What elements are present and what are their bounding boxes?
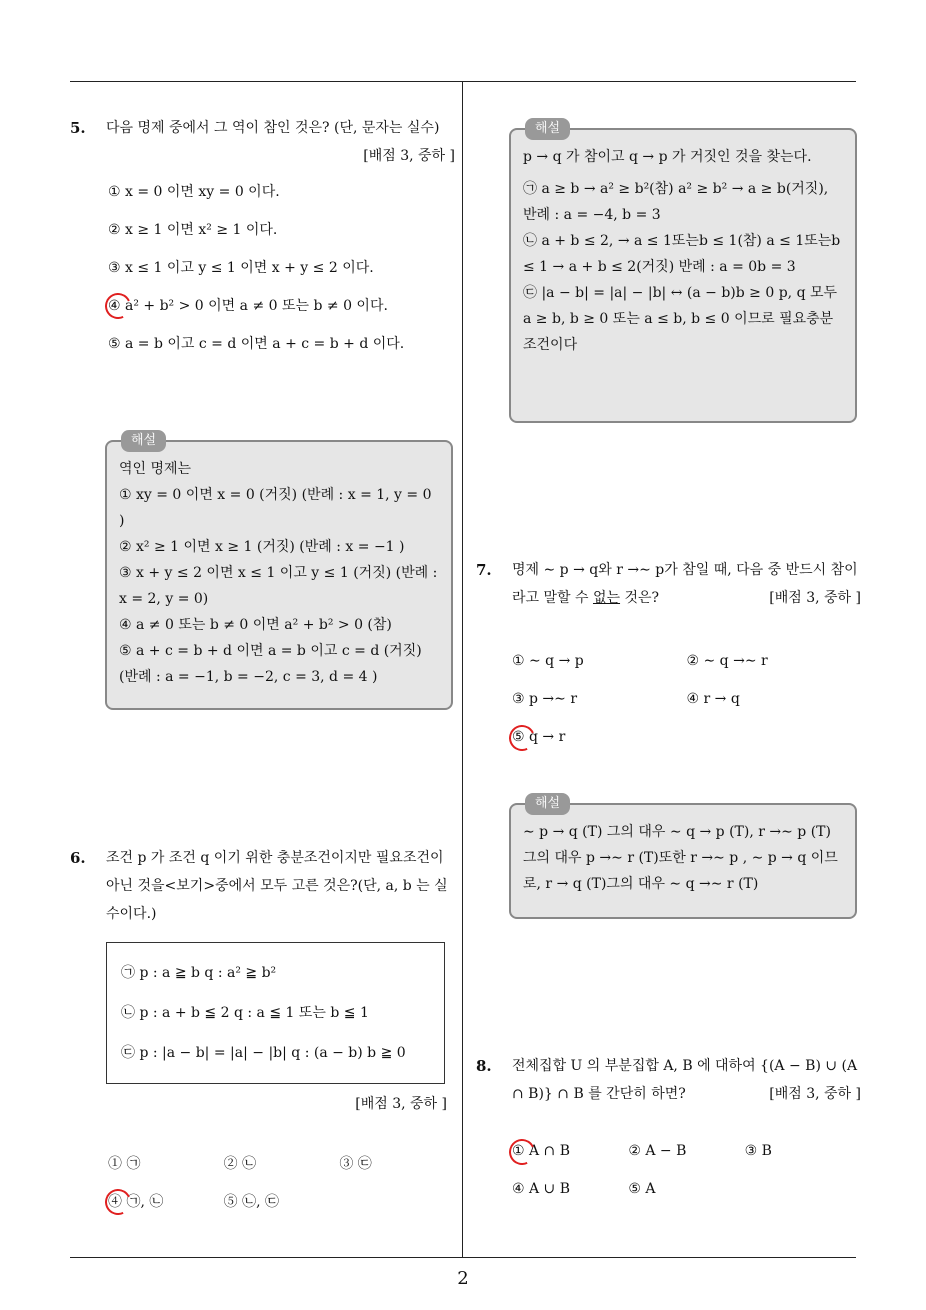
question-text: 조건 p 가 조건 q 이기 위한 충분조건이지만 필요조건이 아닌 것을<보기>중에서 모두 고른 것은?(단, a, b 는 실수이다.) <box>106 850 448 922</box>
solution-line: ② x² ≥ 1 이면 x ≥ 1 (거짓) (반례 : x = −1 ) <box>119 539 405 555</box>
example-box <box>106 942 445 1084</box>
solution-line: ③ x + y ≤ 2 이면 x ≤ 1 이고 y ≤ 1 (거짓) (반례 : x = 2, y = 0) <box>119 565 438 607</box>
question-number: 8. <box>476 1057 492 1075</box>
question-8 <box>476 1052 861 1208</box>
question-text: 전체집합 U 의 부분집합 A, B 에 대하여 {(A − B) ∪ (A ∩ B)} ∩ B 를 간단히 하면? <box>512 1058 858 1102</box>
choice-2[interactable]: ② x ≥ 1 이면 x² ≥ 1 이다. <box>108 222 278 238</box>
choice-2[interactable]: ② A − B <box>628 1143 687 1159</box>
question-text: 명제 ∼ p → q와 r →∼ p가 참일 때, 다음 중 반드시 참이라고 말할 수 <box>512 562 858 606</box>
choice-4[interactable] <box>108 286 455 324</box>
choice-5[interactable] <box>512 718 687 756</box>
example-item: ㉢ p : |a − b| = |a| − |b| q : (a − b) b ≧ 0 <box>121 1045 406 1061</box>
points-label: [배점 3, 중하 ] <box>355 1096 447 1112</box>
example-item: ㉡ p : a + b ≦ 2 q : a ≦ 1 또는 b ≦ 1 <box>121 1005 369 1021</box>
solution-line: ㉡ a + b ≤ 2, → a ≤ 1또는b ≤ 1(참) a ≤ 1또는b ≤ 1 → a + b ≤ 2(거짓) 반례 : a = 0b = 3 <box>523 233 841 275</box>
solution-line: ④ a ≠ 0 또는 b ≠ 0 이면 a² + b² > 0 (참) <box>119 617 392 633</box>
choice-3[interactable]: ③ B <box>744 1143 772 1159</box>
solution-tag: 해설 <box>121 430 166 452</box>
choice-3[interactable]: ③ x ≤ 1 이고 y ≤ 1 이면 x + y ≤ 2 이다. <box>108 260 374 276</box>
solution-text: ∼ p → q (T) 그의 대우 ∼ q → p (T), r →∼ p (T) 그의 대우 p →∼ r (T)또한 r →∼ p , ∼ p → q 이므로, r → q (T)그의 대우 ∼ q →∼ r (T) <box>523 824 838 892</box>
choice-1[interactable]: ① ㉠ <box>108 1156 141 1172</box>
choice-2[interactable]: ② ㉡ <box>223 1156 257 1172</box>
question-5 <box>70 114 455 362</box>
answer-mark-icon <box>505 721 538 754</box>
question-text-underlined: 없는 <box>592 590 621 606</box>
choice-4[interactable]: ④ r → q <box>686 691 740 707</box>
question-7 <box>476 556 861 756</box>
solution-line: ㉢ |a − b| = |a| − |b| ↔ (a − b)b ≥ 0 p, q 모두 a ≥ b, b ≥ 0 또는 a ≤ b, b ≤ 0 이므로 필요충분조건이다 <box>523 285 838 353</box>
choice-3[interactable]: ③ p →∼ r <box>512 691 578 707</box>
choice-3[interactable]: ③ ㉢ <box>339 1156 372 1172</box>
question-number: 6. <box>70 849 86 867</box>
choice-4-label: ④ a² + b² > 0 이면 a ≠ 0 또는 b ≠ 0 이다. <box>108 298 388 314</box>
choice-1[interactable] <box>512 1132 628 1170</box>
solution-line: ① xy = 0 이면 x = 0 (거짓) (반례 : x = 1, y = 0 ) <box>119 487 432 529</box>
choice-4[interactable] <box>108 1182 224 1220</box>
top-rule <box>70 81 856 82</box>
solution-line: ⑤ a + c = b + d 이면 a = b 이고 c = d (거짓) (반례 : a = −1, b = −2, c = 3, d = 4 ) <box>119 643 422 685</box>
choice-5[interactable]: ⑤ A <box>628 1181 656 1197</box>
question-6 <box>70 844 455 1220</box>
solution-box-6 <box>509 121 857 423</box>
choice-5[interactable]: ⑤ ㉡, ㉢ <box>223 1194 280 1210</box>
choice-1[interactable]: ① ∼ q → p <box>512 653 584 669</box>
question-number: 7. <box>476 561 492 579</box>
solution-line: p → q 가 참이고 q → p 가 거짓인 것을 찾는다. <box>523 149 812 165</box>
points-label: [배점 3, 중하 ] <box>769 590 861 606</box>
choice-1-label: ① A ∩ B <box>512 1143 571 1159</box>
choice-4-label: ④ ㉠, ㉡ <box>108 1194 164 1210</box>
question-number: 5. <box>70 119 86 137</box>
example-item: ㉠ p : a ≧ b q : a² ≧ b² <box>121 965 277 981</box>
choice-1[interactable]: ① x = 0 이면 xy = 0 이다. <box>108 184 280 200</box>
choice-4[interactable]: ④ A ∪ B <box>512 1181 571 1197</box>
choice-2[interactable]: ② ∼ q →∼ r <box>686 653 768 669</box>
points-label: [배점 3, 중하 ] <box>769 1086 861 1102</box>
answer-mark-icon <box>505 1135 538 1168</box>
choice-5-label: ⑤ q → r <box>512 729 566 745</box>
solution-line: 역인 명제는 <box>119 461 192 477</box>
question-text: 다음 명제 중에서 그 역이 참인 것은? (단, 문자는 실수) <box>106 120 440 136</box>
question-text-end: 것은? <box>620 590 660 606</box>
page-number: 2 <box>457 1268 469 1289</box>
solution-box-7 <box>509 796 857 919</box>
bottom-rule <box>70 1257 856 1258</box>
choice-5[interactable]: ⑤ a = b 이고 c = d 이면 a + c = b + d 이다. <box>108 336 405 352</box>
solution-line: ㉠ a ≥ b → a² ≥ b²(참) a² ≥ b² → a ≥ b(거짓), 반례 : a = −4, b = 3 <box>523 181 829 223</box>
solution-tag: 해설 <box>525 118 570 140</box>
column-divider <box>462 82 463 1257</box>
solution-tag: 해설 <box>525 793 570 815</box>
solution-box-5 <box>105 433 453 710</box>
points-label: [배점 3, 중하 ] <box>363 148 455 164</box>
